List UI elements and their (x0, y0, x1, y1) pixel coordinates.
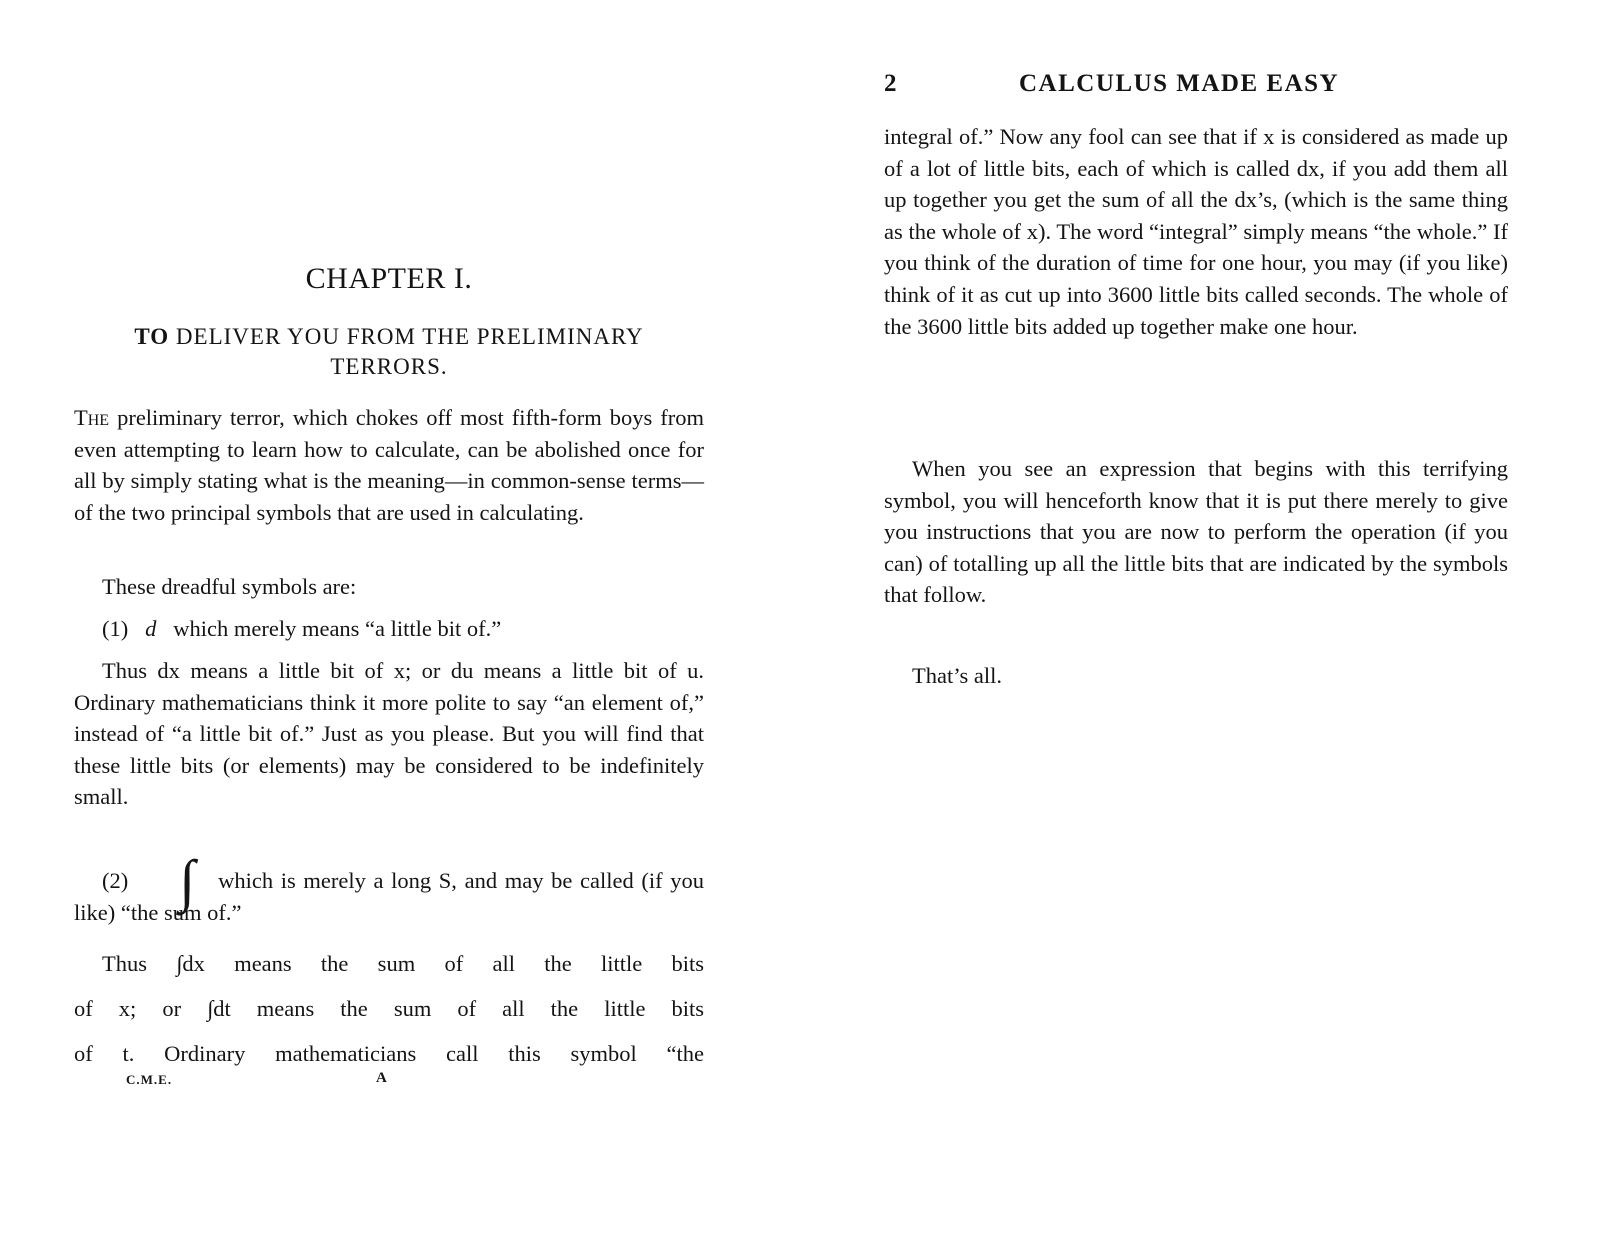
paragraph-symbols: These dreadful symbols are: (102, 574, 357, 599)
paragraph-terrifying-symbol: When you see an expression that begins with this terrifying symbol, you will henceforth know that it is put there merely to give you instructions that you are now to perform the operation (if you can) of totalling up all the little bits that are indicated by the symbols that follow. (884, 456, 1508, 608)
paragraph-thats-all: That’s all. (912, 663, 1002, 688)
item-1-symbol: d (145, 616, 157, 641)
running-head-title: CALCULUS MADE EASY (1019, 70, 1340, 97)
paragraph-dx: Thus dx means a little bit of x; or du means a little bit of u. Ordinary mathematicians think it more polite to say “an element of,” instead of “a little bit of.” Just as you please. But you will find that these little bits (or elements) may be considered to be indefinitely small. (74, 658, 704, 810)
paragraph-intro-first-word: The (74, 405, 110, 430)
chapter-subtitle-rest: DELIVER YOU FROM THE PRELIMINARY TERRORS. (169, 324, 644, 379)
paragraph-integral-meaning: integral of.” Now any fool can see that if x is considered as made up of a lot of little bits, each of which is called dx, if you add them all up together you get the sum of all the dx’s, (which is the same thing as the whole of x). The word “integral” simply means “the whole.” If you think of the duration of time for one hour, you may (if you like) think of it as cut up into 3600 little bits called seconds. The whole of the 3600 little bits added up together make one hour. (884, 124, 1508, 339)
item-1 (74, 613, 704, 645)
chapter-title: CHAPTER I. (305, 262, 473, 295)
integral-icon: ∫ (179, 848, 196, 913)
item-2 (74, 848, 705, 928)
paragraph-intro (74, 402, 704, 528)
item-1-text: which merely means “a little bit of.” (173, 616, 502, 641)
footer-signature-mark: A (376, 1070, 387, 1086)
chapter-subtitle-lead: TO (134, 324, 170, 349)
item-2-text: which is merely a long S, and may be called (if you like) “the sum of.” (74, 868, 705, 925)
page-number: 2 (884, 70, 898, 97)
footer-abbreviation: C.M.E. (126, 1072, 173, 1087)
paragraph-integral-line-1: Thus ∫dx means the sum of all the little bits (102, 951, 704, 976)
item-1-number: (1) (102, 616, 129, 641)
item-2-number: (2) (102, 868, 129, 893)
paragraph-integral-line-2: of x; or ∫dt means the sum of all the little bits (74, 996, 704, 1021)
paragraph-integral-line-3: of t. Ordinary mathematicians call this symbol “the (74, 1041, 704, 1066)
paragraph-intro-text: preliminary terror, which chokes off most fifth-form boys from even attempting to learn how to calculate, can be abolished once for all by simply stating what is the meaning—in common-sense terms—of the two principal symbols that are used in calculating. (74, 405, 704, 525)
chapter-subtitle (74, 322, 704, 382)
